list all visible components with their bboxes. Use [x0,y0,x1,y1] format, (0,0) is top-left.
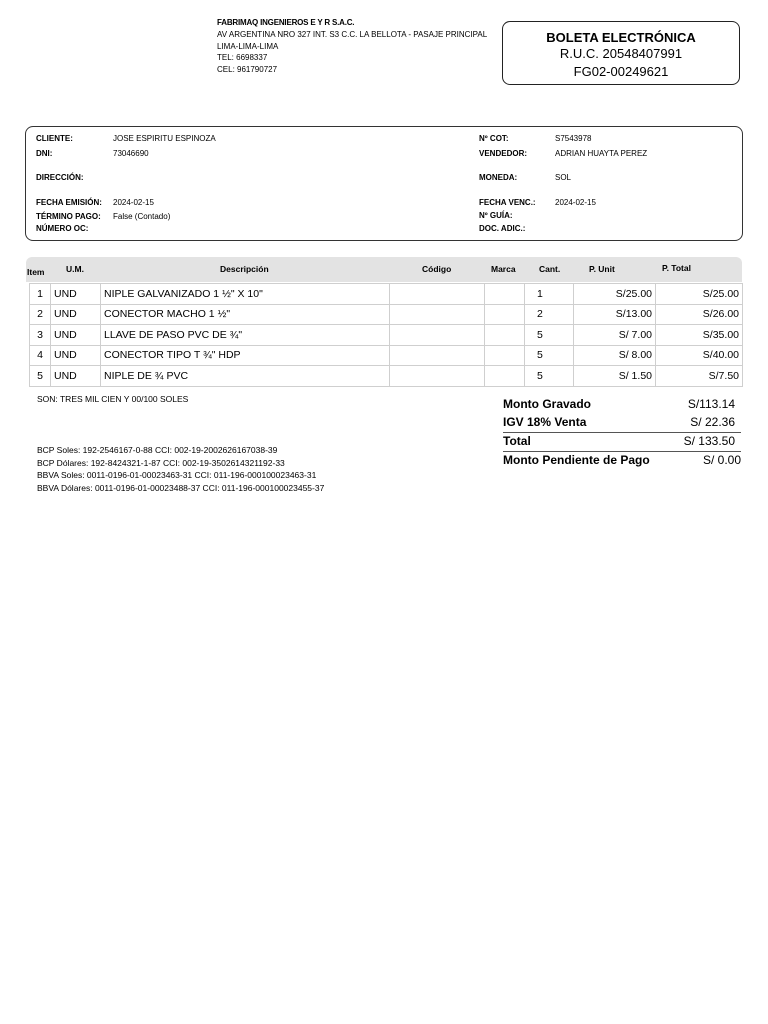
table-row [30,345,743,366]
totals-block [503,396,741,470]
client-box [25,126,743,241]
table-row [30,304,743,325]
bank-line: BBVA Dólares: 0011-0196-01-00023488-37 CCI: 011-196-000100023455-37 [37,482,325,493]
bank-line: BCP Dólares: 192-8424321-1-87 CCI: 002-19-3502614321192-33 [37,457,285,468]
cell-item: 1 [30,284,51,305]
fecha-emision-label: FECHA EMISIÓN: [36,198,102,207]
header-ptotal: P. Total [662,263,691,273]
total-value: S/ 133.50 [683,434,735,448]
company-tel: TEL: 6698337 [217,53,268,63]
company-address: AV ARGENTINA NRO 327 INT. S3 C.C. LA BELLOTA - PASAJE PRINCIPAL [217,29,488,39]
cell-descripcion: LLAVE DE PASO PVC DE ¾" [101,325,390,346]
cot-value: S7543978 [555,134,592,143]
bank-accounts [37,444,324,494]
company-city: LIMA-LIMA-LIMA [217,41,279,51]
fecha-emision-value: 2024-02-15 [113,198,154,207]
cliente-value: JOSE ESPIRITU ESPINOZA [113,134,216,143]
total-row-igv [503,414,741,433]
document-title: BOLETA ELECTRÓNICA [546,30,696,45]
igv-label: IGV 18% Venta [503,415,587,429]
cell-cant: 5 [525,325,574,346]
cell-um: UND [51,304,101,325]
cell-codigo [390,325,485,346]
table-row [30,284,743,305]
gravado-value: S/113.14 [687,397,735,411]
cell-cant: 5 [525,345,574,366]
cell-um: UND [51,325,101,346]
cell-item: 4 [30,345,51,366]
table-row [30,325,743,346]
fecha-venc-value: 2024-02-15 [555,198,596,207]
fecha-venc-label: FECHA VENC.: [479,198,536,207]
items-table-header [26,257,742,282]
bank-line: BCP Soles: 192-2546167-0-88 CCI: 002-19-2002626167038-39 [37,445,278,455]
moneda-label: MONEDA: [479,173,518,182]
vendedor-label: VENDEDOR: [479,149,528,158]
cell-item: 3 [30,325,51,346]
header-codigo: Código [422,264,452,274]
total-row-gravado [503,396,741,414]
cell-item: 2 [30,304,51,325]
cell-codigo [390,345,485,366]
cliente-label: CLIENTE: [36,134,73,143]
header-item: Item [27,267,45,277]
numero-oc-label: NÚMERO OC: [36,224,89,233]
header-cant: Cant. [539,264,561,274]
cell-ptotal: S/35.00 [656,325,743,346]
cell-descripcion: NIPLE DE ¾ PVC [101,366,390,387]
cell-punit: S/ 7.00 [574,325,656,346]
gravado-label: Monto Gravado [503,397,592,411]
bank-line: BBVA Soles: 0011-0196-01-00023463-31 CCI: 011-196-000100023463-31 [37,470,317,480]
cell-marca [485,325,525,346]
cell-descripcion: CONECTOR MACHO 1 ½" [101,304,390,325]
total-label: Total [503,434,531,448]
pendiente-value: S/ 0.00 [702,453,741,467]
cell-marca [485,284,525,305]
header-marca: Marca [491,264,516,274]
cell-marca [485,345,525,366]
termino-pago-value: False (Contado) [113,212,171,221]
cell-codigo [390,366,485,387]
direccion-label: DIRECCIÓN: [36,173,84,182]
igv-value: S/ 22.36 [690,415,735,429]
cell-descripcion: NIPLE GALVANIZADO 1 ½" X 10" [101,284,390,305]
cell-cant: 2 [525,304,574,325]
cell-descripcion: CONECTOR TIPO T ¾" HDP [101,345,390,366]
vendedor-value: ADRIAN HUAYTA PEREZ [555,149,648,158]
cell-marca [485,366,525,387]
cell-punit: S/25.00 [574,284,656,305]
guia-label: Nº GUÍA: [479,211,513,220]
header-descripcion: Descripción [220,264,269,274]
company-cel: CEL: 961790727 [217,65,278,75]
document-ruc: R.U.C. 20548407991 [559,46,683,61]
cell-cant: 1 [525,284,574,305]
document-box [502,21,740,85]
cell-ptotal: S/7.50 [656,366,743,387]
company-name: FABRIMAQ INGENIEROS E Y R S.A.C. [217,18,355,27]
cell-item: 5 [30,366,51,387]
cell-punit: S/13.00 [574,304,656,325]
amount-in-words: SON: TRES MIL CIEN Y 00/100 SOLES [37,394,189,404]
cot-label: Nº COT: [479,134,509,143]
document-number: FG02-00249621 [573,64,669,79]
moneda-value: SOL [555,173,572,182]
cell-ptotal: S/26.00 [656,304,743,325]
cell-marca [485,304,525,325]
table-row [30,366,743,387]
cell-ptotal: S/40.00 [656,345,743,366]
header-punit: P. Unit [589,264,615,274]
cell-codigo [390,284,485,305]
cell-cant: 5 [525,366,574,387]
cell-um: UND [51,345,101,366]
dni-value: 73046690 [113,149,149,158]
pendiente-label: Monto Pendiente de Pago [503,453,650,467]
total-row-pendiente [503,452,741,470]
cell-punit: S/ 8.00 [574,345,656,366]
cell-um: UND [51,366,101,387]
cell-codigo [390,304,485,325]
cell-punit: S/ 1.50 [574,366,656,387]
cell-ptotal: S/25.00 [656,284,743,305]
dni-label: DNI: [36,149,53,158]
doc-adic-label: DOC. ADIC.: [479,224,526,233]
total-row-total [503,433,741,452]
cell-um: UND [51,284,101,305]
items-table [29,283,743,387]
termino-pago-label: TÉRMINO PAGO: [36,212,101,221]
company-info [217,17,487,76]
header-um: U.M. [66,264,84,274]
